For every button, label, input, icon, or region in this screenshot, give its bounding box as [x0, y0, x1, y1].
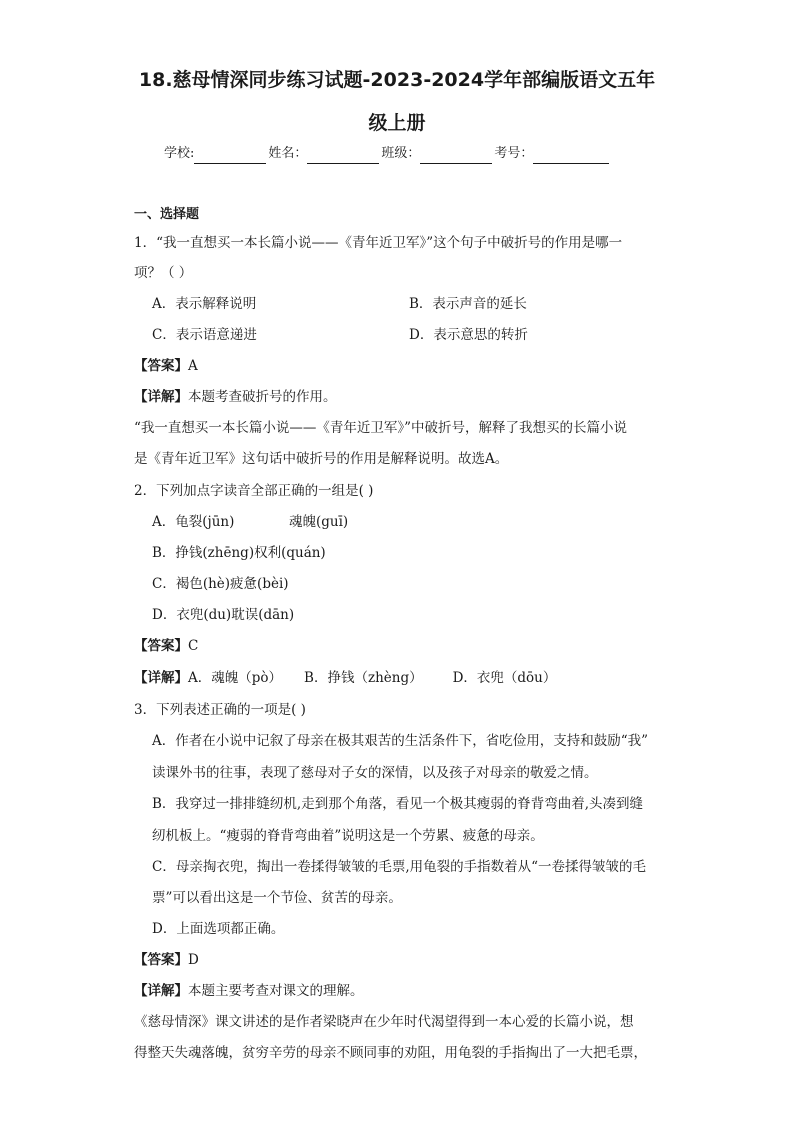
answer-value: C	[188, 638, 199, 654]
school-blank	[194, 149, 266, 164]
section-heading: 一、选择题	[134, 207, 200, 222]
name-blank	[307, 149, 379, 164]
student-info-row	[164, 144, 611, 164]
q2-option-b: B．挣钱(zhēng)权利(quán)	[152, 545, 326, 561]
answer-tag: 【答案】	[134, 358, 188, 374]
q1-detail-line2: “我一直想买一本长篇小说——《青年近卫军》”中破折号，解释了我想买的长篇小说	[134, 420, 628, 436]
answer-tag: 【答案】	[134, 638, 188, 654]
detail-text: 本题主要考查对课文的理解。	[188, 983, 364, 999]
q3-answer	[134, 950, 199, 970]
q3-stem: 3．下列表述正确的一项是( )	[134, 702, 306, 718]
detail-tag: 【详解】	[134, 670, 188, 686]
detail-b: B．挣钱（zhèng）	[304, 670, 423, 686]
q3-option-c: C．母亲掏衣兜，掏出一卷揉得皱皱的毛票,用龟裂的手指数着从“一卷揉得皱皱的毛	[152, 859, 647, 875]
detail-tag: 【详解】	[134, 983, 188, 999]
q1-stem-continued: 项？（ ）	[134, 265, 193, 281]
q3-detail	[134, 981, 364, 1001]
detail-tag: 【详解】	[134, 389, 188, 405]
q1-option-d: D．表示意思的转折	[409, 327, 528, 343]
q3-option-b: B．我穿过一排排缝纫机,走到那个角落，看见一个极其瘦弱的脊背弯曲着,头凑到缝	[152, 796, 644, 812]
q1-stem: 1．“我一直想买一本长篇小说——《青年近卫军》”这个句子中破折号的作用是哪一	[134, 235, 623, 251]
page-title-continued: 级上册	[368, 112, 426, 134]
answer-tag: 【答案】	[134, 952, 188, 968]
q1-option-b: B．表示声音的延长	[409, 296, 527, 312]
name-label: 姓名：	[268, 146, 308, 161]
class-label: 班级：	[381, 146, 421, 161]
answer-value: A	[188, 358, 198, 374]
q2-option-c: C．褐色(hè)疲惫(bèi)	[152, 576, 289, 592]
q3-detail-line2: 《慈母情深》课文讲述的是作者梁晓声在少年时代渴望得到一本心爱的长篇小说，想	[134, 1014, 634, 1030]
school-label: 学校:	[164, 146, 195, 161]
q3-option-a: A．作者在小说中记叙了母亲在极其艰苦的生活条件下，省吃俭用，支持和鼓励“我”	[152, 733, 649, 749]
detail-a: A．魂魄（pò）	[188, 670, 283, 686]
q3-option-a-continued: 读课外书的往事，表现了慈母对子女的深情，以及孩子对母亲的敬爱之情。	[152, 765, 598, 781]
page-title: 18.慈母情深同步练习试题-2023-2024学年部编版语文五年	[138, 69, 656, 91]
q3-detail-line3: 得整天失魂落魄，贫穷辛劳的母亲不顾同事的劝阻，用龟裂的手指掏出了一大把毛票，	[134, 1045, 647, 1061]
q1-option-a: A．表示解释说明	[152, 296, 257, 312]
detail-text: 本题考查破折号的作用。	[188, 389, 337, 405]
q2-option-d: D．衣兜(du)耽误(dān)	[152, 607, 295, 623]
q1-answer	[134, 356, 198, 376]
detail-d: D．衣兜（dōu）	[452, 670, 557, 686]
exam-no-blank	[533, 149, 609, 164]
q1-option-c: C．表示语意递进	[152, 327, 257, 343]
q3-option-d: D．上面选项都正确。	[152, 921, 285, 937]
q2-detail	[134, 668, 556, 688]
q2-answer	[134, 636, 198, 656]
class-blank	[420, 149, 492, 164]
q2-stem: 2．下列加点字读音全部正确的一组是( )	[134, 483, 374, 499]
q2-option-a-part2: 魂魄(guī)	[289, 514, 349, 530]
q2-option-a: A．龟裂(jūn)	[152, 514, 235, 530]
answer-value: D	[188, 952, 199, 968]
exam-no-label: 考号：	[494, 146, 534, 161]
q3-option-b-continued: 纫机板上。“瘦弱的脊背弯曲着”说明这是一个劳累、疲惫的母亲。	[152, 828, 544, 844]
q3-option-c-continued: 票”可以看出这是一个节俭、贫苦的母亲。	[152, 890, 402, 906]
q1-detail-line3: 是《青年近卫军》这句话中破折号的作用是解释说明。故选A。	[134, 451, 509, 467]
q1-detail	[134, 387, 337, 407]
